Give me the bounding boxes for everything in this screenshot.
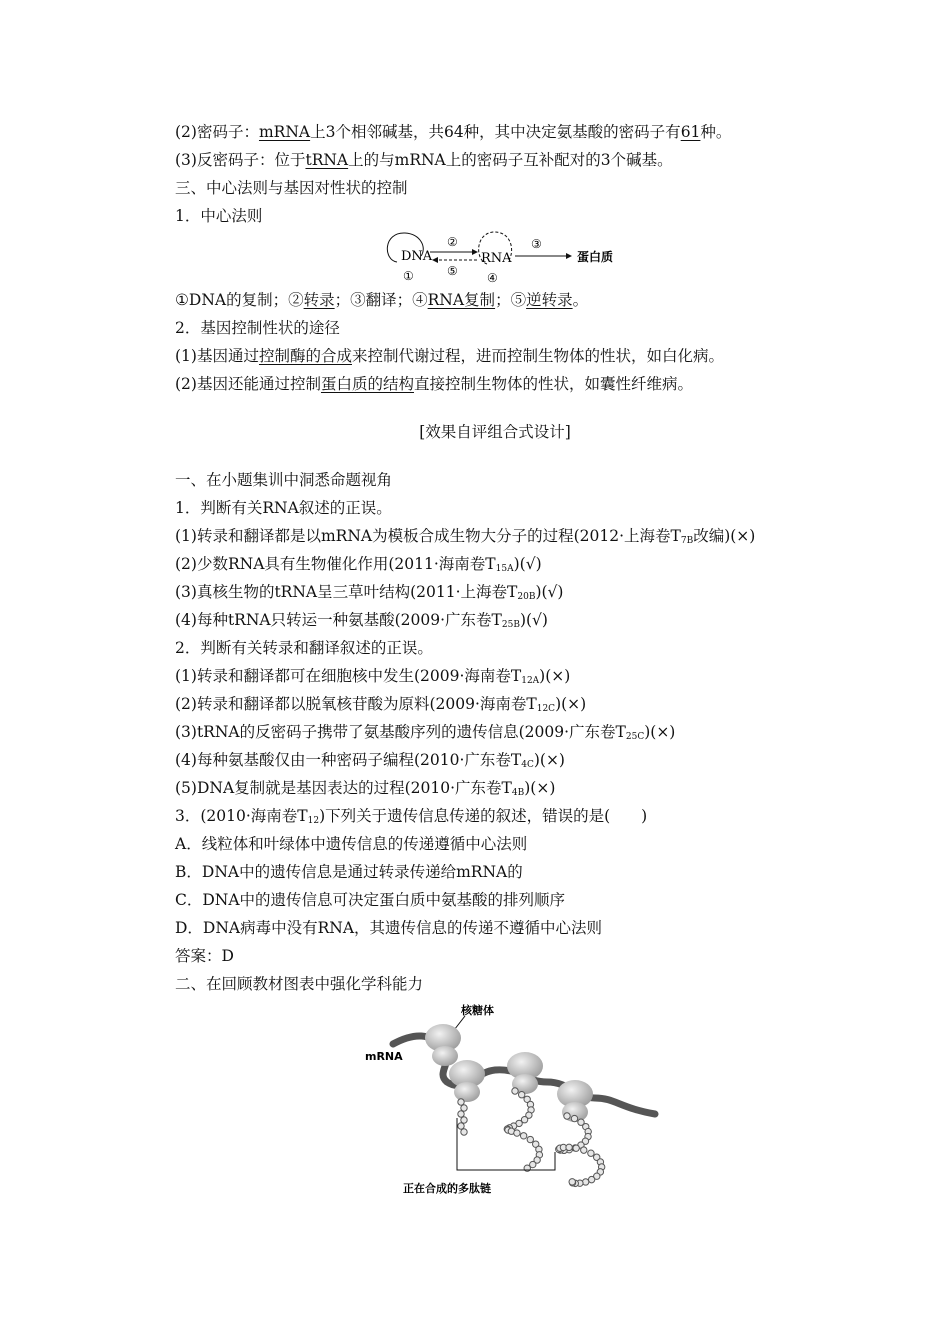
text: 3．(2010·海南卷T (175, 807, 308, 825)
amino-acid-bead (458, 1111, 464, 1117)
text: (3)反密码子：位于 (175, 151, 306, 169)
judgement-item (175, 662, 815, 690)
text: )(√) (535, 583, 564, 601)
amino-acid-bead (461, 1117, 467, 1123)
judgement-item (175, 690, 815, 718)
amino-acid-bead (588, 1176, 594, 1182)
judgement-item (175, 718, 815, 746)
label-2: ② (447, 235, 458, 249)
chain-label: 正在合成的多肽链 (403, 1182, 491, 1195)
codon-line (175, 118, 815, 146)
protein-node: 蛋白质 (577, 250, 614, 264)
amino-acid-bead (527, 1136, 533, 1142)
subscript: 15A (495, 564, 514, 574)
option-a: A．线粒体和叶绿体中遗传信息的传递遵循中心法则 (175, 835, 528, 853)
ribosome (449, 1060, 485, 1102)
text: )(×) (644, 723, 676, 741)
judgement-item (175, 746, 815, 774)
text: (3)真核生物的tRNA呈三草叶结构(2011·上海卷T (175, 583, 518, 601)
option-b: B．DNA中的遗传信息是通过转录传递给mRNA的 (175, 863, 523, 881)
text: )(×) (539, 667, 571, 685)
amino-acid-bead (461, 1105, 467, 1111)
anticodon-line (175, 146, 815, 174)
blank-answer: 控制酶的合成 (258, 347, 352, 365)
section-heading: 三、中心法则与基因对性状的控制 (175, 179, 408, 197)
section-heading: 二、在回顾教材图表中强化学科能力 (175, 975, 424, 993)
text: 上3个相邻碱基，共64种，其中决定氨基酸的密码子有 (310, 123, 681, 141)
text: )(√) (519, 611, 548, 629)
label-3: ③ (531, 237, 542, 251)
amino-acid-bead (512, 1088, 518, 1094)
blank-answer: tRNA (305, 151, 349, 169)
option-d: D．DNA病毒中没有RNA，其遗传信息的传递不遵循中心法则 (175, 919, 603, 937)
amino-acid-bead (458, 1123, 464, 1129)
blank-answer: RNA复制 (427, 291, 496, 309)
rna-node: RNA (481, 251, 512, 266)
text: )(×) (533, 751, 565, 769)
mrna-label: mRNA (365, 1050, 403, 1063)
text: (2)密码子： (175, 123, 259, 141)
text: (2)少数RNA具有生物催化作用(2011·海南卷T (175, 555, 496, 573)
dna-node: DNA (401, 249, 433, 264)
diagram-legend (175, 286, 815, 314)
subheading: 1．中心法则 (175, 207, 263, 225)
section-heading: 一、在小题集训中洞悉命题视角 (175, 471, 393, 489)
text: (1)基因通过 (175, 347, 259, 365)
blank-answer: 逆转录 (526, 291, 573, 309)
judgement-item (175, 550, 815, 578)
subscript: 4B (511, 788, 525, 798)
text: 上的与mRNA上的密码子互补配对的3个碱基。 (348, 151, 673, 169)
blank-answer: 61 (680, 123, 701, 141)
amino-acid-bead (564, 1113, 570, 1119)
text: 。 (572, 291, 589, 309)
subscript: 20B (517, 592, 536, 602)
judgement-item (175, 578, 815, 606)
text: ；⑤ (495, 291, 527, 309)
text: (1)转录和翻译都是以mRNA为模板合成生物大分子的过程(2012·上海卷T (175, 527, 681, 545)
blank-answer: mRNA (258, 123, 311, 141)
amino-acid-bead (514, 1130, 520, 1136)
answer: 答案：D (175, 947, 234, 965)
text: )(×) (524, 779, 556, 797)
label-4: ④ (487, 271, 498, 285)
text: (2)基因还能通过控制 (175, 375, 321, 393)
label-5: ⑤ (447, 264, 458, 278)
amino-acid-bead (571, 1115, 577, 1121)
blank-answer: 蛋白质的结构 (320, 375, 414, 393)
text: )(√) (513, 555, 542, 573)
text: )下列关于遗传信息传递的叙述，错误的是( ) (319, 807, 648, 825)
text: (2)转录和翻译都以脱氧核苷酸为原料(2009·海南卷T (175, 695, 537, 713)
amino-acid-bead (461, 1129, 467, 1135)
text: 来控制代谢过程，进而控制生物体的性状，如白化病。 (351, 347, 724, 365)
text: )(×) (555, 695, 587, 713)
option-c: C．DNA中的遗传信息可决定蛋白质中氨基酸的排列顺序 (175, 891, 566, 909)
subscript: 12 (307, 816, 320, 826)
text: 直接控制生物体的性状，如囊性纤维病。 (413, 375, 693, 393)
judgement-item (175, 522, 815, 550)
question-title: 1．判断有关RNA叙述的正误。 (175, 499, 392, 517)
text: (5)DNA复制就是基因表达的过程(2010·广东卷T (175, 779, 512, 797)
amino-acid-bead (458, 1099, 464, 1105)
subscript: 7B (680, 536, 694, 546)
text: (3)tRNA的反密码子携带了氨基酸序列的遗传信息(2009·广东卷T (175, 723, 626, 741)
text: 种。 (700, 123, 732, 141)
amino-acid-bead (518, 1091, 524, 1097)
judgement-item (175, 774, 815, 802)
q2-list (175, 662, 815, 802)
text: (4)每种氨基酸仅由一种密码子编程(2010·广东卷T (175, 751, 522, 769)
subheading: 2．基因控制性状的途径 (175, 319, 340, 337)
amino-acid-bead (566, 1144, 572, 1150)
text: (4)每种tRNA只转运一种氨基酸(2009·广东卷T (175, 611, 502, 629)
amino-acid-bead (520, 1133, 526, 1139)
subscript: 25C (625, 732, 645, 742)
text: ①DNA的复制；② (175, 291, 304, 309)
judgement-item (175, 606, 815, 634)
subscript: 12C (536, 704, 556, 714)
text: (1)转录和翻译都可在细胞核中发生(2009·海南卷T (175, 667, 522, 685)
document-page (175, 118, 815, 1202)
central-dogma-svg (175, 230, 815, 286)
subscript: 12A (521, 676, 540, 686)
ribosome-label: 核糖体 (461, 1004, 494, 1017)
question-title: 2．判断有关转录和翻译叙述的正误。 (175, 639, 433, 657)
amino-acid-bead (581, 1147, 587, 1153)
blank-answer: 转录 (303, 291, 335, 309)
text: ；③翻译；④ (334, 291, 428, 309)
ribosome-svg (175, 1002, 815, 1202)
subscript: 4C (521, 760, 534, 770)
q1-list (175, 522, 815, 634)
text: 改编)(×) (693, 527, 756, 545)
pathway-2 (175, 370, 815, 398)
amino-acid-bead (573, 1145, 579, 1151)
eval-title: [效果自评组合式设计] (419, 423, 571, 441)
label-1: ① (403, 269, 414, 283)
ribosome (507, 1052, 543, 1094)
subscript: 25B (501, 620, 520, 630)
amino-acid-bead (588, 1150, 594, 1156)
amino-acid-bead (569, 1179, 575, 1185)
pathway-1 (175, 342, 815, 370)
translation-figure (175, 1002, 815, 1202)
ribosome (425, 1024, 461, 1066)
question-stem (175, 802, 815, 830)
central-dogma-diagram (175, 230, 815, 286)
